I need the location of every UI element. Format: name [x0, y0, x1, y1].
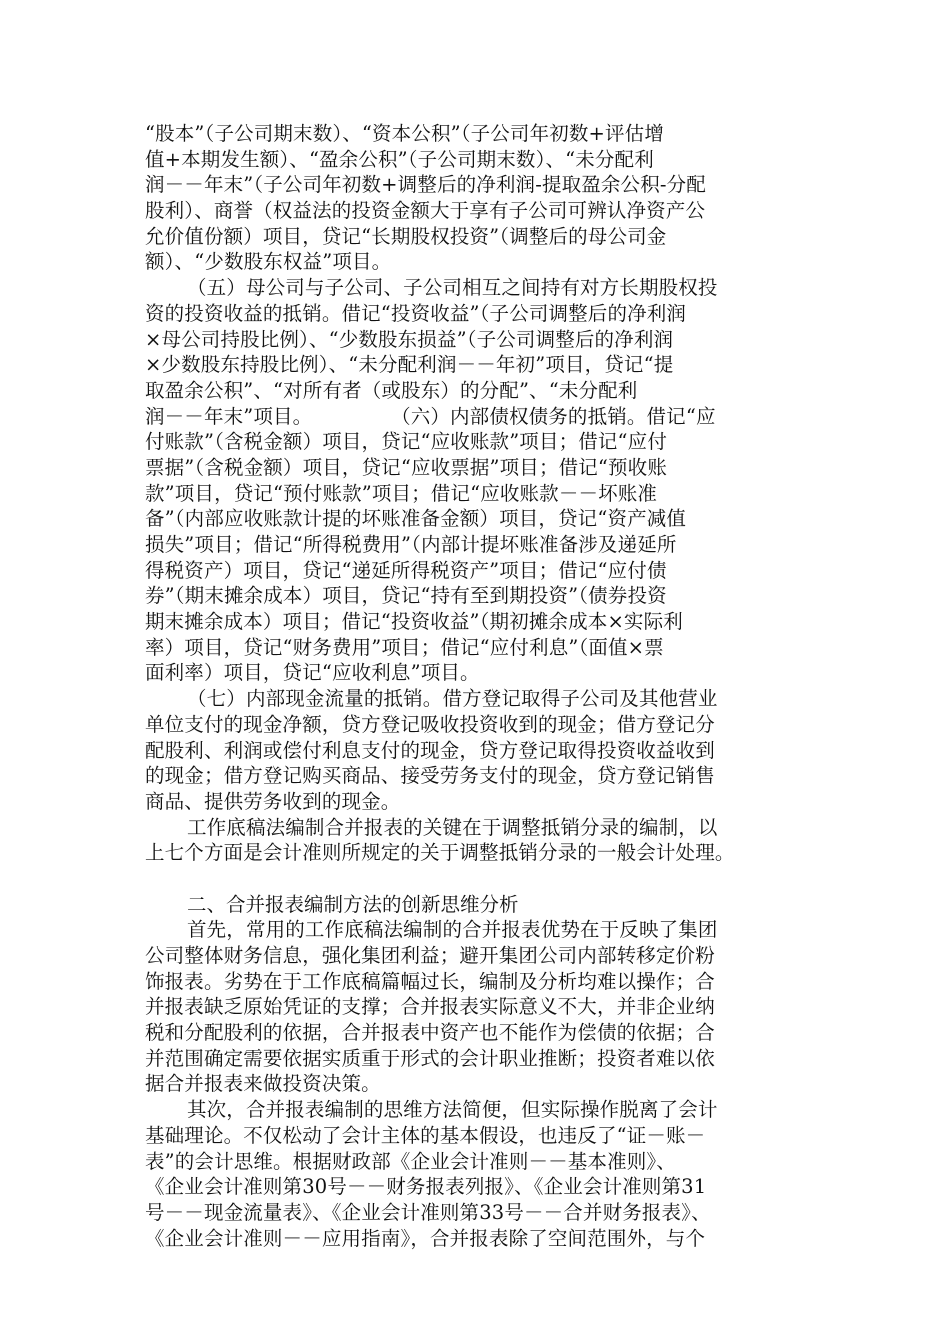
text-line: 得税资产）项目，贷记“递延所得税资产”项目；借记“应付债 — [145, 558, 667, 582]
text-line: 饰报表。劣势在于工作底稿篇幅过长，编制及分析均难以操作；合 — [145, 969, 715, 993]
text-line: 股利）、商誉（权益法的投资金额大于享有子公司可辨认净资产公 — [145, 199, 706, 223]
text-line: 润－－年末”（子公司年初数+调整后的净利润-提取盈余公积-分配 — [145, 173, 706, 197]
text-line: 额）、“少数股东权益”项目。 — [145, 250, 392, 274]
text-line: 商品、提供劳务收到的现金。 — [145, 789, 401, 813]
text-line: 值+本期发生额）、“盈余公积”（子公司期末数）、“未分配利 — [145, 147, 654, 171]
text-line: “股本”（子公司期末数）、“资本公积”（子公司年初数+评估增 — [145, 122, 664, 145]
text-line: 期末摊余成本）项目；借记“投资收益”（期初摊余成本×实际利 — [145, 610, 683, 634]
text-line: 率）项目，贷记“财务费用”项目；借记“应付利息”（面值×票 — [145, 635, 664, 659]
text-line: 表”的会计思维。根据财政部《企业会计准则－－基本准则》、 — [145, 1149, 676, 1173]
document-body — [145, 121, 815, 1251]
text-line: 公司整体财务信息，强化集团利益；避开集团公司内部转移定价粉 — [145, 944, 715, 967]
heading-text: 二、合并报表编制方法的创新思维分析 — [187, 892, 519, 916]
text-line: 基础理论。不仅松动了会计主体的基本假设，也违反了“证－账－ — [145, 1123, 706, 1147]
text-line: 取盈余公积”、“对所有者（或股东）的分配”、“未分配利 — [145, 378, 638, 402]
text-line: 的现金；借方登记购买商品、接受劳务支付的现金，贷方登记销售 — [145, 764, 715, 788]
text-line: （五）母公司与子公司、子公司相互之间持有对方长期股权投 — [187, 276, 718, 300]
text-line: 票据”（含税金额）项目，贷记“应收票据”项目；借记“预收账 — [145, 455, 667, 479]
text-line: 券”（期末摊余成本）项目，贷记“持有至到期投资”（债券投资 — [145, 584, 667, 608]
paragraph — [145, 917, 815, 1097]
section-heading — [145, 892, 815, 918]
text-line: 《企业会计准则－－应用指南》，合并报表除了空间范围外，与个 — [145, 1226, 706, 1250]
text-line: 其次，合并报表编制的思维方法简便，但实际操作脱离了会计 — [187, 1098, 718, 1122]
text-line: ×母公司持股比例）、“少数股东损益”（子公司调整后的净利润 — [145, 327, 674, 351]
paragraph — [145, 815, 815, 866]
text-line: 润－－年末”项目。 （六）内部债权债务的抵销。借记“应 — [145, 404, 716, 428]
text-line: 首先，常用的工作底稿法编制的合并报表优势在于反映了集团 — [187, 918, 718, 942]
text-line: 面利率）项目，贷记“应收利息”项目。 — [145, 661, 480, 685]
paragraph — [145, 121, 815, 275]
text-line: 工作底稿法编制合并报表的关键在于调整抵销分录的编制，以 — [187, 815, 718, 839]
paragraph — [145, 1097, 815, 1251]
text-line: 《企业会计准则第30号－－财务报表列报》、《企业会计准则第31 — [145, 1175, 707, 1199]
text-line: 号－－现金流量表》、《企业会计准则第33号－－合并财务报表》、 — [145, 1200, 711, 1224]
text-line: 并范围确定需要依据实质重于形式的会计职业推断；投资者难以依 — [145, 1046, 715, 1070]
text-line: 资的投资收益的抵销。借记“投资收益”（子公司调整后的净利润 — [145, 301, 687, 325]
text-line: 付账款”（含税金额）项目，贷记“应收账款”项目；借记“应付 — [145, 430, 667, 454]
text-line: 单位支付的现金净额，贷方登记吸收投资收到的现金；借方登记分 — [145, 712, 715, 736]
text-line: 损失”项目；借记“所得税费用”（内部计提坏账准备涉及递延所 — [145, 533, 677, 556]
text-line: 备”（内部应收账款计提的坏账准备金额）项目，贷记“资产减值 — [145, 507, 687, 531]
text-line: 上七个方面是会计准则所规定的关于调整抵销分录的一般会计处理。 — [145, 841, 735, 865]
text-line: （七）内部现金流量的抵销。借方登记取得子公司及其他营业 — [187, 687, 718, 711]
paragraph — [145, 686, 815, 814]
text-line: 配股利、利润或偿付利息支付的现金，贷方登记取得投资收益收到 — [145, 738, 715, 762]
paragraph-gap — [145, 866, 815, 892]
text-line: 允价值份额）项目，贷记“长期股权投资”（调整后的母公司金 — [145, 224, 667, 248]
text-line: 款”项目，贷记“预付账款”项目；借记“应收账款－－坏账准 — [145, 481, 658, 505]
paragraph — [145, 275, 815, 686]
text-line: 税和分配股利的依据，合并报表中资产也不能作为偿债的依据；合 — [145, 1021, 715, 1045]
text-line: 据合并报表来做投资决策。 — [145, 1072, 381, 1096]
text-line: ×少数股东持股比例）、“未分配利润－－年初”项目，贷记“提 — [145, 353, 674, 377]
text-line: 并报表缺乏原始凭证的支撑；合并报表实际意义不大，并非企业纳 — [145, 995, 715, 1019]
